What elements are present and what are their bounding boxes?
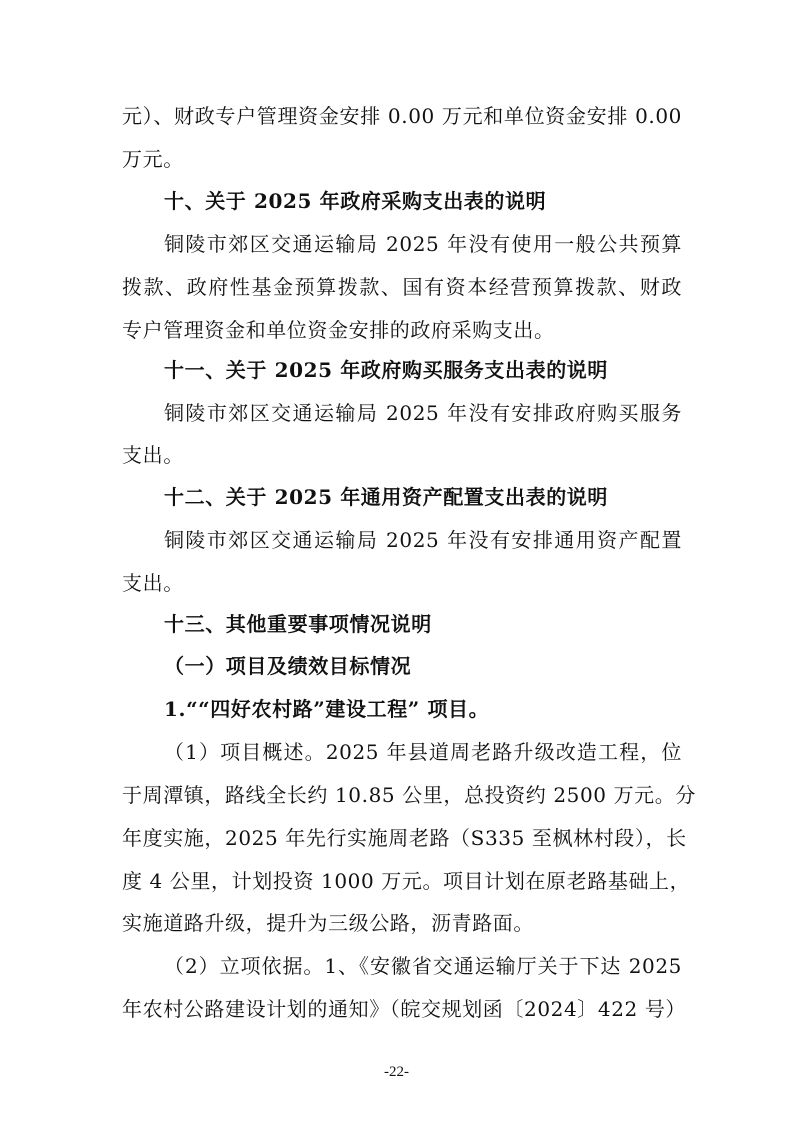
body-text-line: （2）立项依据。1、《安徽省交通运输厅关于下达 2025 bbox=[164, 954, 682, 978]
subsection-heading: （一）项目及绩效目标情况 bbox=[164, 654, 412, 678]
section-heading: 十二、关于 2025 年通用资产配置支出表的说明 bbox=[164, 485, 608, 509]
body-text-line: 度 4 公里，计划投资 1000 万元。项目计划在原老路基础上， bbox=[122, 869, 691, 893]
body-text-line: 铜陵市郊区交通运输局 2025 年没有安排政府购买服务 bbox=[164, 401, 682, 425]
body-text-line: 专户管理资金和单位资金安排的政府采购支出。 bbox=[122, 318, 555, 342]
body-text-line: 年度实施，2025 年先行实施周老路（S335 至枫林村段），长 bbox=[122, 826, 687, 850]
body-text-line: 铜陵市郊区交通运输局 2025 年没有安排通用资产配置 bbox=[164, 528, 682, 552]
body-text-line: 元）、财政专户管理资金安排 0.00 万元和单位资金安排 0.00 bbox=[122, 104, 682, 128]
item-heading: 1.““四好农村路”建设工程” 项目。 bbox=[164, 697, 490, 721]
body-text-line: 铜陵市郊区交通运输局 2025 年没有使用一般公共预算 bbox=[164, 232, 682, 256]
section-heading: 十、关于 2025 年政府采购支出表的说明 bbox=[164, 189, 547, 213]
section-heading: 十一、关于 2025 年政府购买服务支出表的说明 bbox=[164, 358, 608, 382]
body-text-line: 支出。 bbox=[122, 443, 184, 467]
body-text-line: 支出。 bbox=[122, 571, 184, 595]
body-text-line: 万元。 bbox=[122, 147, 184, 171]
body-text-line: （1）项目概述。2025 年县道周老路升级改造工程，位 bbox=[164, 740, 682, 764]
page-number: -22- bbox=[384, 1064, 409, 1080]
body-text-line: 实施道路升级，提升为三级公路，沥青路面。 bbox=[122, 911, 534, 935]
body-text-line: 于周潭镇，路线全长约 10.85 公里，总投资约 2500 万元。分 bbox=[122, 783, 696, 807]
body-text-line: 年农村公路建设计划的通知》（皖交规划函〔2024〕422 号） bbox=[122, 997, 687, 1021]
section-heading: 十三、其他重要事项情况说明 bbox=[164, 612, 432, 636]
body-text-line: 拨款、政府性基金预算拨款、国有资本经营预算拨款、财政 bbox=[122, 275, 682, 299]
